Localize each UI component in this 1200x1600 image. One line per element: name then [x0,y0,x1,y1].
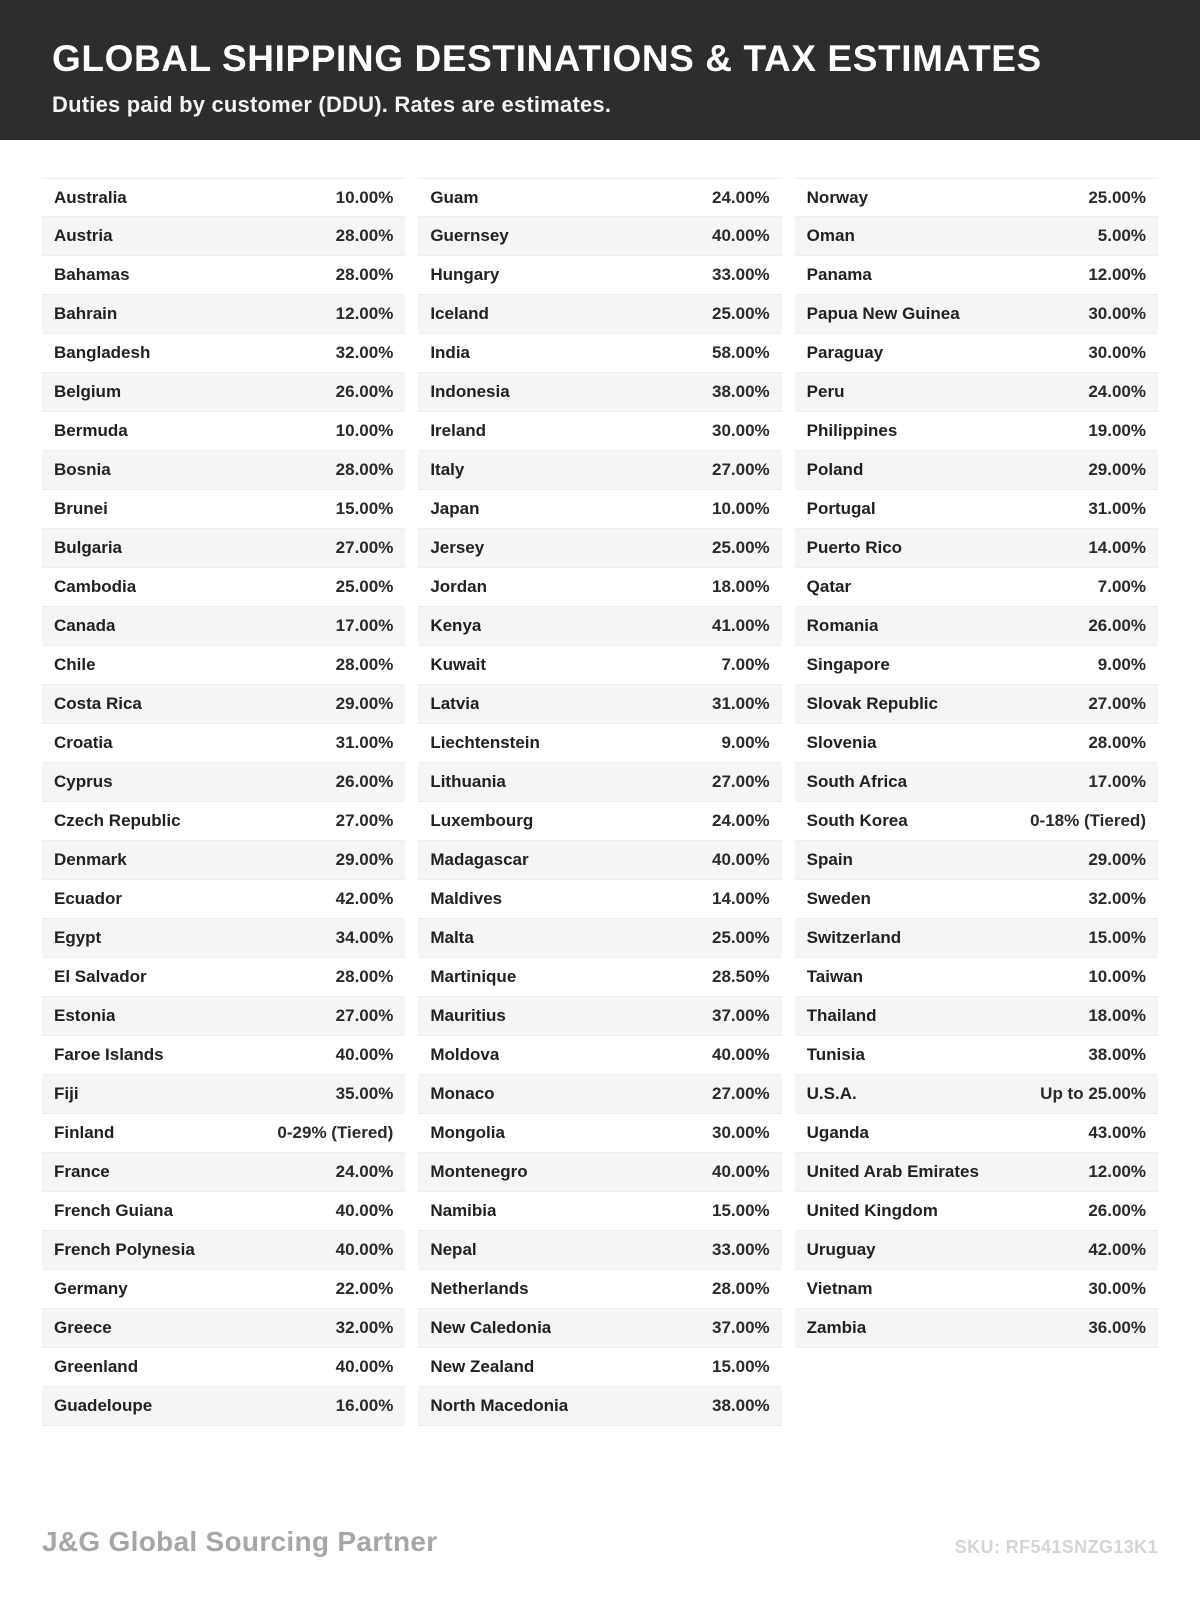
tax-rate: 0-29% (Tiered) [277,1123,394,1142]
rate-row [42,724,405,763]
rate-row [42,529,405,568]
country-name: Sweden [806,889,871,908]
tax-rate: 28.00% [335,460,394,479]
rate-row [42,919,405,958]
country-name: Bahamas [54,265,130,284]
country-name: U.S.A. [806,1084,857,1103]
rate-row [795,529,1158,568]
rate-row [418,1231,781,1270]
country-name: Kuwait [430,655,487,674]
tax-rate: 31.00% [1088,499,1146,518]
tax-rate: 28.00% [335,655,394,674]
country-name: Singapore [806,655,890,674]
rate-row [42,1270,405,1309]
page-footer [42,1526,1158,1558]
rate-row [42,607,405,646]
rate-row [42,1114,405,1153]
country-name: Lithuania [430,772,506,791]
tax-rate: 31.00% [711,694,770,713]
tax-rate: 22.00% [335,1279,394,1298]
tax-rate: 40.00% [711,1045,770,1064]
tax-rate: 30.00% [1088,304,1146,323]
rate-row [418,334,781,373]
rate-row [418,1114,781,1153]
rate-row [42,568,405,607]
country-name: Slovenia [806,733,877,752]
rate-row [418,646,781,685]
country-name: Papua New Guinea [806,304,960,323]
tax-rate: 15.00% [711,1201,770,1220]
rate-row [795,646,1158,685]
country-name: Jordan [430,577,488,596]
rate-row [42,334,405,373]
rate-row [42,802,405,841]
country-name: Zambia [806,1318,867,1337]
country-name: Romania [806,616,879,635]
country-name: Spain [806,850,853,869]
rate-row [42,373,405,412]
tax-rate: 40.00% [711,226,770,245]
rate-row [42,997,405,1036]
country-name: Puerto Rico [806,538,903,557]
tax-rate: 29.00% [1088,850,1146,869]
tax-rate: 40.00% [711,1162,770,1181]
tax-rate: 27.00% [1088,694,1146,713]
tax-rate: 35.00% [335,1084,394,1103]
rate-row [42,763,405,802]
country-name: Bahrain [54,304,118,323]
tax-rate: 25.00% [1088,187,1146,207]
tax-rate: 27.00% [335,1006,394,1025]
country-name: Bosnia [54,460,111,479]
tax-rate: 12.00% [335,304,394,323]
tax-rate: 28.00% [335,265,394,284]
country-name: Guernsey [430,226,509,245]
rate-row [42,1153,405,1192]
tax-rate: 42.00% [1088,1240,1146,1259]
rate-row [42,646,405,685]
rate-row [418,1348,781,1387]
country-name: Liechtenstein [430,733,540,752]
rate-row [795,724,1158,763]
tax-rate: 9.00% [721,733,770,752]
tax-rate: 14.00% [711,889,770,908]
country-name: France [54,1162,110,1181]
tax-rate: 17.00% [335,616,394,635]
tax-rate: 26.00% [1088,616,1146,635]
country-name: Uruguay [806,1240,876,1259]
tax-rate: 24.00% [711,187,770,207]
country-name: Monaco [430,1084,495,1103]
country-name: Guam [430,187,479,207]
country-name: Guadeloupe [54,1396,153,1415]
tax-rate: 28.00% [711,1279,770,1298]
country-name: Oman [806,226,855,245]
rate-row [42,412,405,451]
sku-label: SKU: RF541SNZG13K1 [954,1537,1158,1557]
tax-rate: 33.00% [711,1240,770,1259]
rate-row [795,334,1158,373]
country-name: Uganda [806,1123,869,1142]
tax-rate: 18.00% [711,577,770,596]
rate-row [418,1036,781,1075]
rate-row [418,412,781,451]
rate-row [795,958,1158,997]
country-name: Moldova [430,1045,500,1064]
country-name: French Guiana [54,1201,174,1220]
tax-rate: 40.00% [711,850,770,869]
country-name: Faroe Islands [54,1045,164,1064]
tax-rate: 12.00% [1088,1162,1146,1181]
rate-row [418,178,781,217]
tax-rate: 29.00% [335,694,394,713]
tax-rate: 28.00% [335,967,394,986]
country-name: North Macedonia [430,1396,569,1415]
country-name: Jersey [430,538,485,557]
rates-column-2 [418,178,781,1426]
rate-row [418,685,781,724]
tax-rate: 18.00% [1088,1006,1146,1025]
country-name: Malta [430,928,474,947]
country-name: Netherlands [430,1279,529,1298]
rate-row [42,1075,405,1114]
tax-rate: 16.00% [335,1396,394,1415]
tax-rate: 38.00% [1088,1045,1146,1064]
tax-rate: 17.00% [1088,772,1146,791]
rate-row [418,490,781,529]
rate-row [42,451,405,490]
page-title: GLOBAL SHIPPING DESTINATIONS & TAX ESTIMATES [52,38,1042,79]
tax-rate: 24.00% [711,811,770,830]
country-name: Finland [54,1123,115,1142]
country-name: Latvia [430,694,480,713]
rate-row [418,256,781,295]
rate-row [795,802,1158,841]
country-name: Cyprus [54,772,113,791]
country-name: New Caledonia [430,1318,552,1337]
country-name: Madagascar [430,850,529,869]
rate-row [418,1153,781,1192]
tax-rate: Up to 25.00% [1040,1084,1146,1103]
tax-rate: 0-18% (Tiered) [1030,811,1146,830]
country-name: Thailand [806,1006,877,1025]
tax-rate: 29.00% [1088,460,1146,479]
rate-row [418,607,781,646]
tax-rate: 10.00% [711,499,770,518]
country-name: Vietnam [806,1279,873,1298]
rate-row [42,490,405,529]
rates-grid [0,140,1200,1426]
country-name: El Salvador [54,967,147,986]
tax-rate: 30.00% [1088,343,1146,362]
tax-rate: 32.00% [335,343,394,362]
rate-row [42,841,405,880]
rate-row [42,1192,405,1231]
tax-rate: 25.00% [711,538,770,557]
tax-rate: 27.00% [711,1084,770,1103]
rate-row [418,1192,781,1231]
rate-row [418,295,781,334]
rate-row [795,1231,1158,1270]
tax-rate: 24.00% [1088,382,1146,401]
country-name: Martinique [430,967,517,986]
tax-rate: 28.00% [1088,733,1146,752]
tax-rate: 25.00% [335,577,394,596]
tax-rate: 24.00% [335,1162,394,1181]
rate-row [795,178,1158,217]
country-name: Indonesia [430,382,510,401]
rate-row [418,217,781,256]
tax-rate: 43.00% [1088,1123,1146,1142]
tax-rate: 34.00% [335,928,394,947]
tax-rate: 10.00% [335,421,394,440]
country-name: South Africa [806,772,908,791]
rate-row [418,841,781,880]
tax-rate: 15.00% [1088,928,1146,947]
tax-rate: 32.00% [335,1318,394,1337]
tax-rate: 33.00% [711,265,770,284]
country-name: Denmark [54,850,127,869]
rate-row [418,802,781,841]
country-name: Australia [54,187,127,207]
country-name: Luxembourg [430,811,534,830]
country-name: Panama [806,265,872,284]
rate-row [795,1114,1158,1153]
country-name: Paraguay [806,343,884,362]
rates-column-1 [42,178,405,1426]
tax-rate: 38.00% [711,1396,770,1415]
rate-row [795,1153,1158,1192]
tax-rate: 30.00% [711,1123,770,1142]
country-name: Mongolia [430,1123,505,1142]
rate-row [42,1309,405,1348]
country-name: Slovak Republic [806,694,938,713]
country-name: Nepal [430,1240,477,1259]
rate-row [795,373,1158,412]
rate-row [795,1309,1158,1348]
tax-rate: 28.00% [335,226,394,245]
country-name: Egypt [54,928,102,947]
tax-rate: 30.00% [711,421,770,440]
country-name: Germany [54,1279,128,1298]
tax-rate: 7.00% [721,655,770,674]
tax-rate: 14.00% [1088,538,1146,557]
country-name: Greece [54,1318,112,1337]
tax-rate: 10.00% [1088,967,1146,986]
tax-rate: 27.00% [711,460,770,479]
rate-row [795,451,1158,490]
country-name: Bulgaria [54,538,123,557]
country-name: Tunisia [806,1045,865,1064]
country-name: Canada [54,616,116,635]
tax-rate: 27.00% [335,538,394,557]
country-name: Poland [806,460,864,479]
tax-rate: 9.00% [1097,655,1146,674]
country-name: Fiji [54,1084,79,1103]
country-name: Maldives [430,889,503,908]
brand-name: J&G Global Sourcing Partner [42,1526,438,1557]
country-name: Kenya [430,616,482,635]
tax-rate: 42.00% [335,889,394,908]
country-name: Costa Rica [54,694,142,713]
tax-rate: 26.00% [335,382,394,401]
country-name: Taiwan [806,967,864,986]
country-name: Italy [430,460,465,479]
tax-rate: 15.00% [335,499,394,518]
rate-row [795,685,1158,724]
rate-row [418,958,781,997]
tax-rate: 58.00% [711,343,770,362]
tax-rate: 27.00% [335,811,394,830]
rate-row [42,1348,405,1387]
country-name: Bangladesh [54,343,151,362]
tax-rate: 15.00% [711,1357,770,1376]
country-name: Qatar [806,577,852,596]
country-name: Ireland [430,421,487,440]
tax-rate: 37.00% [711,1318,770,1337]
country-name: Ecuador [54,889,123,908]
country-name: Portugal [806,499,876,518]
tax-rate: 25.00% [711,928,770,947]
country-name: Croatia [54,733,113,752]
rate-row [795,412,1158,451]
rate-row [42,295,405,334]
country-name: Brunei [54,499,108,518]
page-subtitle: Duties paid by customer (DDU). Rates are estimates. [52,91,612,117]
rate-row [418,763,781,802]
rate-row [418,1309,781,1348]
country-name: Peru [806,382,845,401]
country-name: Mauritius [430,1006,506,1025]
rate-row [42,178,405,217]
country-name: Estonia [54,1006,116,1025]
tax-rate: 37.00% [711,1006,770,1025]
rate-row [418,919,781,958]
tax-rate: 36.00% [1088,1318,1146,1337]
rate-row [795,880,1158,919]
country-name: Greenland [54,1357,139,1376]
country-name: Hungary [430,265,500,284]
rate-row [795,763,1158,802]
rate-row [418,997,781,1036]
rate-row [795,997,1158,1036]
country-name: Chile [54,655,96,674]
country-name: Switzerland [806,928,902,947]
rate-row [795,568,1158,607]
rate-row [418,373,781,412]
rate-row [418,1075,781,1114]
country-name: Cambodia [54,577,137,596]
rate-row [795,1036,1158,1075]
country-name: Czech Republic [54,811,181,830]
tax-rate: 41.00% [711,616,770,635]
tax-rate: 7.00% [1097,577,1146,596]
tax-rate: 25.00% [711,304,770,323]
rate-row [418,880,781,919]
country-name: Iceland [430,304,489,323]
country-name: Montenegro [430,1162,528,1181]
country-name: French Polynesia [54,1240,195,1259]
rate-row [795,841,1158,880]
rate-row [418,451,781,490]
rate-row [418,568,781,607]
rate-row [795,217,1158,256]
tax-rate: 5.00% [1097,226,1146,245]
country-name: Philippines [806,421,898,440]
rate-row [418,1387,781,1426]
rates-column-3 [795,178,1158,1348]
country-name: Namibia [430,1201,497,1220]
rate-row [42,958,405,997]
tax-rate: 26.00% [335,772,394,791]
country-name: Norway [806,187,869,207]
tax-rate: 31.00% [335,733,394,752]
page-header [0,0,1200,140]
rate-row [795,490,1158,529]
rate-row [795,256,1158,295]
tax-rate: 28.50% [711,967,770,986]
tax-rate: 38.00% [711,382,770,401]
rate-row [795,919,1158,958]
rate-row [42,256,405,295]
rate-row [42,685,405,724]
rate-row [418,1270,781,1309]
country-name: South Korea [806,811,908,830]
rate-row [42,1231,405,1270]
tax-rate: 40.00% [335,1240,394,1259]
rate-row [42,217,405,256]
tax-rate: 27.00% [711,772,770,791]
country-name: Belgium [54,382,122,401]
tax-rate: 40.00% [335,1045,394,1064]
country-name: Bermuda [54,421,128,440]
country-name: New Zealand [430,1357,535,1376]
tax-rate: 12.00% [1088,265,1146,284]
tax-rate: 40.00% [335,1357,394,1376]
rate-row [795,1075,1158,1114]
country-name: United Arab Emirates [806,1162,979,1181]
country-name: Austria [54,226,113,245]
tax-rate: 29.00% [335,850,394,869]
tax-rate: 26.00% [1088,1201,1146,1220]
rate-row [418,529,781,568]
tax-rate: 10.00% [335,187,394,207]
tax-rate: 32.00% [1088,889,1146,908]
country-name: India [430,343,470,362]
rate-row [795,295,1158,334]
rate-row [42,880,405,919]
tax-rate: 30.00% [1088,1279,1146,1298]
rate-row [795,607,1158,646]
rate-row [418,724,781,763]
country-name: Japan [430,499,480,518]
rate-row [795,1192,1158,1231]
tax-rate: 19.00% [1088,421,1146,440]
country-name: United Kingdom [806,1201,938,1220]
rate-row [42,1387,405,1426]
rate-row [42,1036,405,1075]
tax-rate: 40.00% [335,1201,394,1220]
rate-row [795,1270,1158,1309]
